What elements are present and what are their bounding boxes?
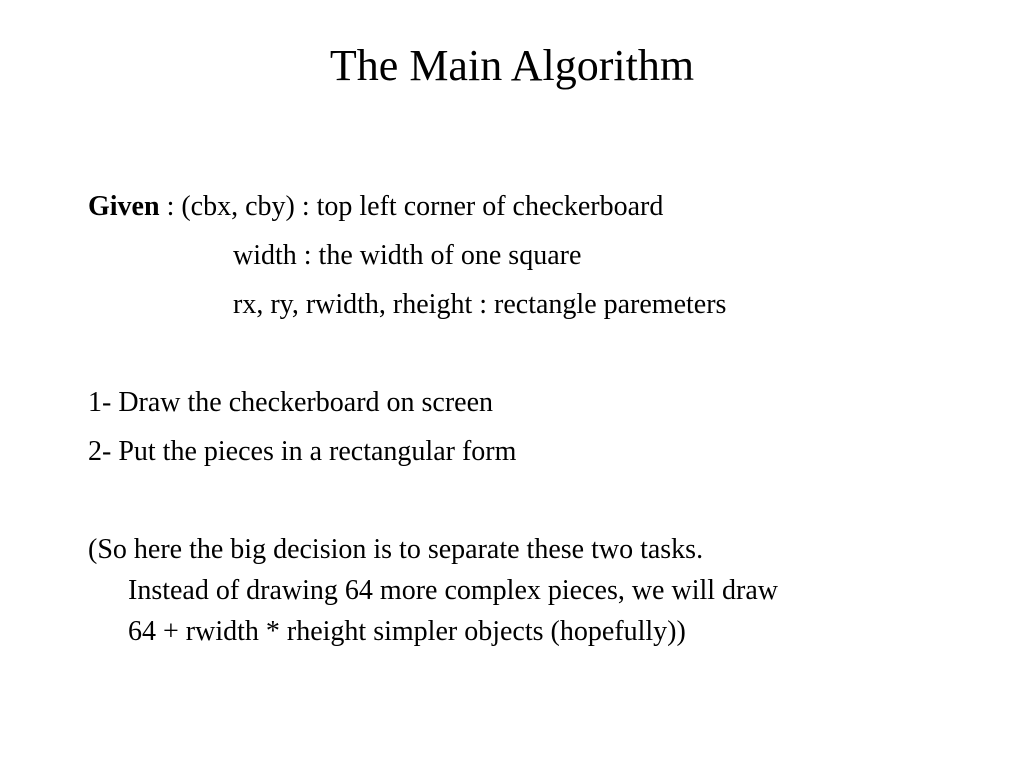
note-line-3: 64 + rwidth * rheight simpler objects (hopefully)) <box>128 616 686 647</box>
step-1: 1- Draw the checkerboard on screen <box>88 387 494 418</box>
given-rectangle-line: rx, ry, rwidth, rheight : rectangle paremeters <box>233 289 727 320</box>
note-line-2: Instead of drawing 64 more complex pieces, we will draw <box>128 575 779 606</box>
given-text: : (cbx, cby) : top left corner of checkerboard <box>159 191 664 222</box>
step-2: 2- Put the pieces in a rectangular form <box>88 436 517 467</box>
slide-title: The Main Algorithm <box>329 41 695 90</box>
given-label: Given <box>88 191 160 222</box>
given-line <box>88 190 663 224</box>
note-line-1: (So here the big decision is to separate these two tasks. <box>88 534 704 565</box>
given-width-line: width : the width of one square <box>233 240 582 271</box>
